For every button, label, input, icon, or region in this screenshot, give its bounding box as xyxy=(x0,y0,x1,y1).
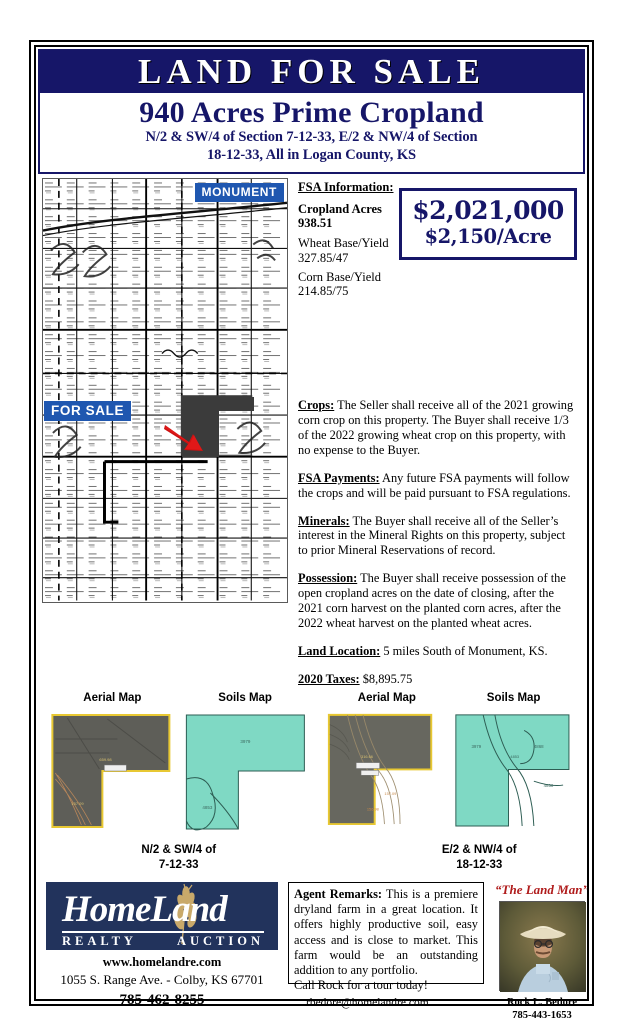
corn-base-label: Corn Base/Yield xyxy=(298,269,381,284)
land-location-label: Land Location: xyxy=(298,643,381,658)
price-box xyxy=(399,188,577,260)
svg-text:157.09: 157.09 xyxy=(383,791,396,797)
soils-map-left[interactable] xyxy=(179,709,312,837)
svg-text:157.09: 157.09 xyxy=(71,801,84,807)
company-address: 1055 S. Range Ave. - Colby, KS 67701 xyxy=(60,972,264,988)
map-pair-left xyxy=(46,692,312,872)
agent-remarks-call: Call Rock for a tour today! xyxy=(294,977,428,992)
taxes-text: $8,895.75 xyxy=(359,671,413,686)
soils-map-title-right: Soils Map xyxy=(486,692,541,705)
aerial-map-right-graphic xyxy=(324,709,451,837)
aerial-map-left-graphic xyxy=(46,709,179,837)
monument-badge: MONUMENT xyxy=(195,183,284,202)
svg-text:659.98: 659.98 xyxy=(99,757,112,763)
homeland-logo xyxy=(46,882,278,950)
map-pair-right xyxy=(312,692,578,872)
agent-remarks-label: Agent Remarks: xyxy=(294,887,383,902)
aerial-map-title-left: Aerial Map xyxy=(83,692,142,705)
logo-sub-realty: REALTY xyxy=(62,934,137,949)
for-sale-badge: FOR SALE xyxy=(44,401,131,421)
crops-text: The Seller shall receive all of the 2021 growing corn crop on this property. The Buyer shall receive 1/3 of the 2022 growing wheat crop on this property, with no expense to the Buyer. xyxy=(298,398,574,457)
agent-remarks-text: This is a premiere dryland farm in a great location. It offers highly productive soil, easy access and is close to market. This farm would be an outstanding addition to any portfolio. xyxy=(294,887,478,977)
taxes-label: 2020 Taxes: xyxy=(298,671,360,686)
cropland-acres-label: Cropland Acres xyxy=(298,201,382,216)
agent-name-phone xyxy=(492,991,592,1022)
legal-description-line-1: N/2 & SW/4 of Section 7-12-33, E/2 & NW/4 of Section xyxy=(145,129,478,146)
aerial-map-title-right: Aerial Map xyxy=(357,692,416,705)
subject-parcel-north xyxy=(182,397,254,411)
svg-text:4853: 4853 xyxy=(510,754,520,760)
svg-text:4853: 4853 xyxy=(202,805,213,811)
aerial-map-right[interactable] xyxy=(324,709,451,837)
property-info-column xyxy=(288,178,581,687)
headline-block xyxy=(38,93,585,174)
caption-right-line2: 18-12-33 xyxy=(456,858,503,871)
banner-title: LAND FOR SALE xyxy=(138,51,485,91)
wheat-base-value: 327.85/47 xyxy=(298,250,349,265)
legal-description-line-2: 18-12-33, All in Logan County, KS xyxy=(206,147,416,164)
svg-text:4850: 4850 xyxy=(543,783,554,789)
logo-sub-auction: AUCTION xyxy=(176,934,264,949)
plat-map[interactable] xyxy=(42,178,288,603)
svg-text:4868: 4868 xyxy=(534,744,544,750)
soils-map-title-left: Soils Map xyxy=(218,692,272,705)
agent-tagline: “The Land Man” xyxy=(495,882,589,898)
map-pairs-section xyxy=(38,686,585,872)
svg-text:3979: 3979 xyxy=(471,744,482,750)
banner-title-bar xyxy=(38,49,585,93)
cropland-acres-value: 938.51 xyxy=(298,216,333,231)
land-location-text: 5 miles South of Monument, KS. xyxy=(380,643,548,658)
wheat-base-label: Wheat Base/Yield xyxy=(298,236,389,251)
flyer-inner xyxy=(38,49,589,1022)
fsa-heading: FSA Information: xyxy=(298,179,394,194)
fsa-payments-paragraph xyxy=(298,471,577,501)
svg-text:3979: 3979 xyxy=(240,739,251,745)
taxes-paragraph xyxy=(298,672,577,687)
agent-phone[interactable]: 785-443-1653 xyxy=(512,1010,572,1022)
agent-name: Rock L. Bedore xyxy=(506,997,578,1009)
minerals-label: Minerals: xyxy=(298,513,350,528)
company-block xyxy=(46,882,278,1022)
caption-left-line2: 7-12-33 xyxy=(158,858,199,871)
crops-label: Crops: xyxy=(298,398,335,413)
page-title: 940 Acres Prime Cropland xyxy=(139,96,484,129)
agent-email[interactable]: rbedore@homelandre.com xyxy=(306,997,429,1010)
footer-section xyxy=(38,872,589,1022)
company-phone[interactable]: 785-462-8255 xyxy=(119,992,205,1009)
possession-paragraph xyxy=(298,571,577,631)
total-price: $2,021,000 xyxy=(412,195,564,225)
agent-remarks-box xyxy=(288,882,484,992)
corn-base-value: 214.85/75 xyxy=(298,284,349,299)
agent-block xyxy=(278,882,592,1022)
flyer-page xyxy=(29,40,594,1022)
fsa-values xyxy=(298,202,406,299)
price-per-acre: $2,150/Acre xyxy=(424,225,552,249)
caption-left-line1: N/2 & SW/4 of xyxy=(141,844,217,857)
soils-map-right[interactable] xyxy=(450,709,577,837)
soils-map-left-graphic xyxy=(179,709,312,837)
agent-profile xyxy=(484,882,592,1022)
agent-portrait-graphic xyxy=(500,902,586,992)
fsa-payments-text: Any future FSA payments will follow the crops and will be paid pursuant to FSA regulations. xyxy=(298,470,571,500)
minerals-text: The Buyer shall receive all of the Seller’s interest in the Mineral Rights on this property, subject to prior Mineral Reservations of record. xyxy=(298,513,566,558)
crops-paragraph xyxy=(298,398,577,458)
logo-subtitle xyxy=(62,934,264,949)
svg-text:316.66: 316.66 xyxy=(360,754,373,760)
soils-map-right-graphic xyxy=(450,709,577,837)
possession-text: The Buyer shall receive possession of the open cropland acres on the date of closing, after the 2021 corn harvest on the planted corn acres, after the 2022 wheat harvest on the planted wheat acres. xyxy=(298,571,566,630)
red-arrow-icon xyxy=(163,422,205,454)
company-website[interactable]: www.homelandre.com xyxy=(102,955,222,970)
svg-text:156.98: 156.98 xyxy=(366,806,379,812)
logo-wordmark: HomeLand xyxy=(62,889,227,931)
minerals-paragraph xyxy=(298,514,577,559)
plat-map-graphic xyxy=(43,179,287,601)
fsa-payments-label: FSA Payments: xyxy=(298,470,380,485)
possession-label: Possession: xyxy=(298,571,358,586)
caption-right-line1: E/2 & NW/4 of xyxy=(441,844,517,857)
map-and-info-section xyxy=(38,174,585,687)
map-pair-right-caption xyxy=(324,837,578,872)
agent-photo xyxy=(499,901,585,991)
aerial-map-left[interactable] xyxy=(46,709,179,837)
land-location-paragraph xyxy=(298,644,577,659)
map-pair-left-caption xyxy=(46,837,312,872)
logo-divider xyxy=(62,931,264,933)
